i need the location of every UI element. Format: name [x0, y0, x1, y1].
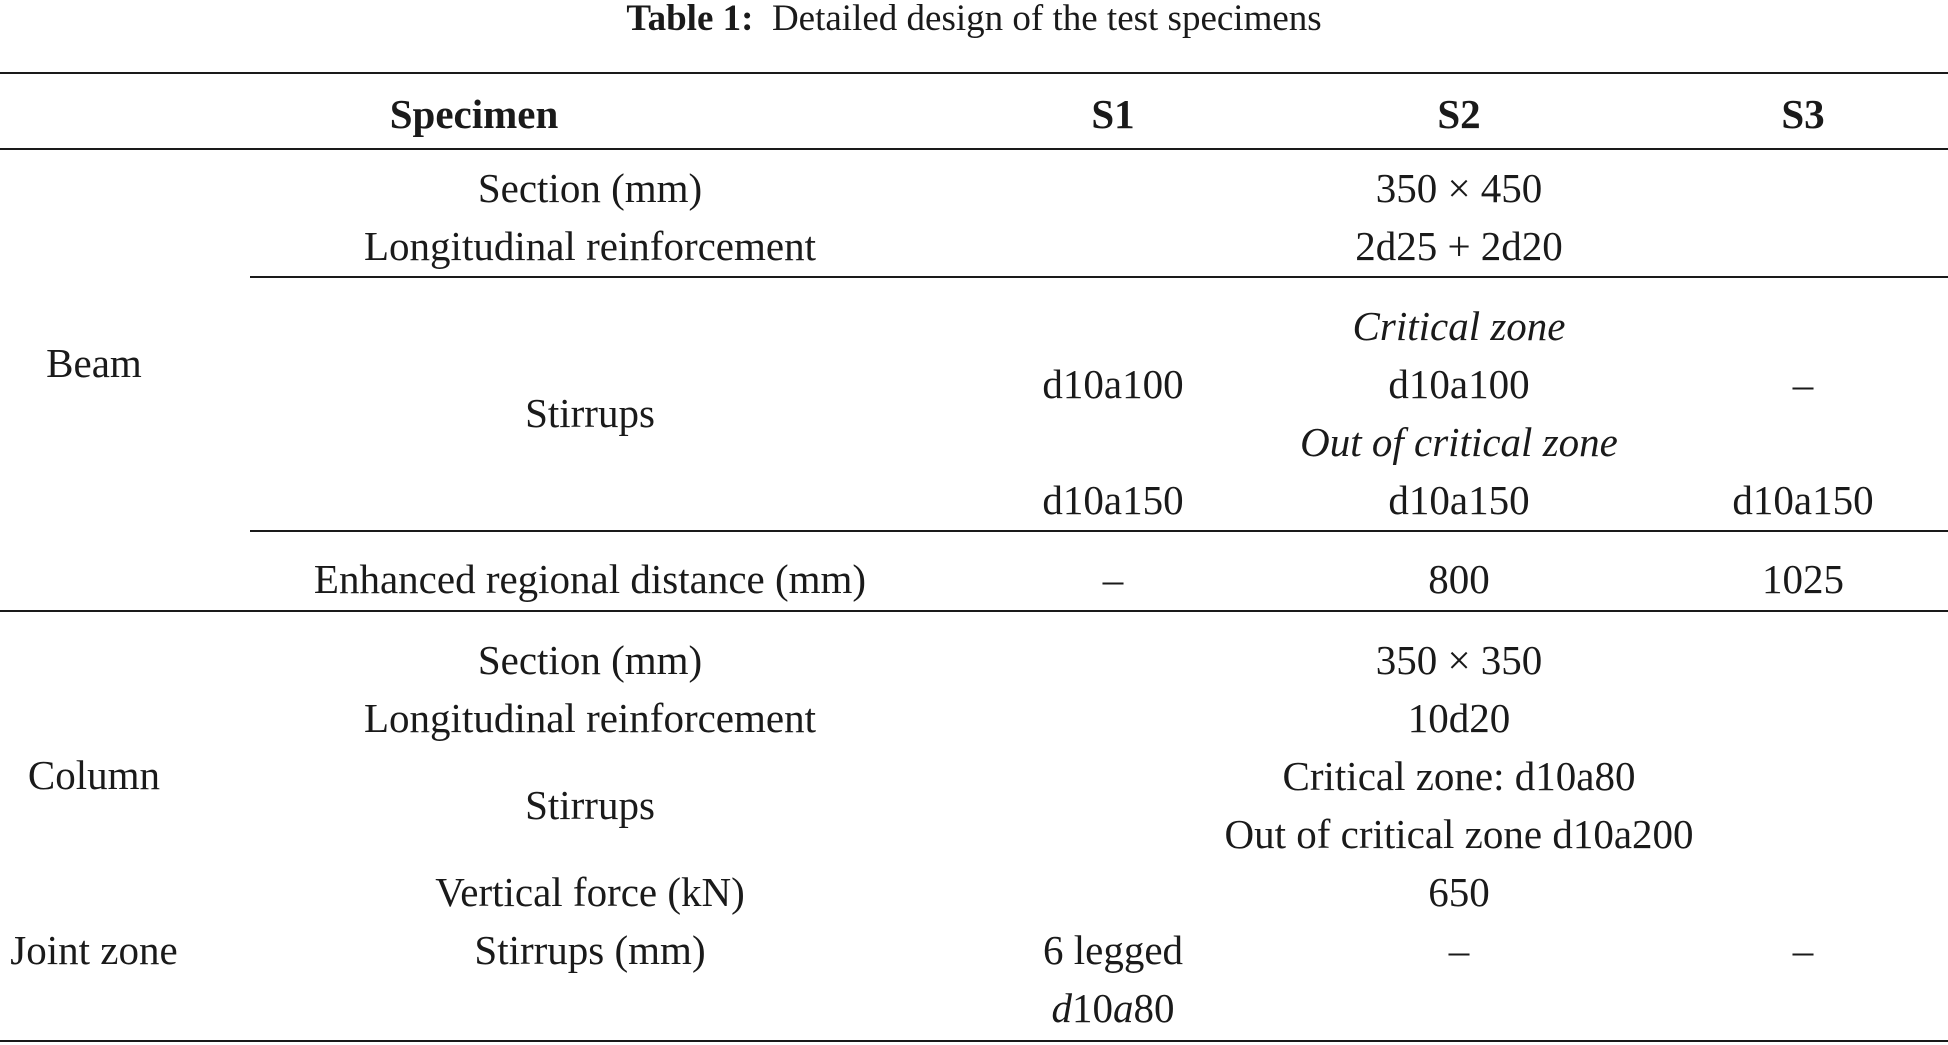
table-caption: [626, 0, 1321, 37]
column-stirrups-line2: Out of critical zone d10a200: [1224, 811, 1694, 857]
beam-enhanced-label: Enhanced regional distance (mm): [313, 556, 867, 602]
beam-stirrups-label: Stirrups: [525, 390, 655, 436]
column-stirrups-line1: Critical zone: d10a80: [1282, 753, 1636, 799]
beam-stirrups-critical-s2: d10a100: [1388, 361, 1530, 407]
bottom-rule: [0, 1040, 1948, 1042]
joint-stirrups-s1-d: d: [1051, 985, 1072, 1031]
beam-stirrups-out-heading: Out of critical zone: [1300, 419, 1618, 465]
beam-section-label: Section (mm): [477, 165, 703, 211]
joint-stirrups-s2: –: [1448, 927, 1470, 973]
column-stirrups-label: Stirrups: [525, 782, 655, 828]
beam-longitudinal-value: 2d25 + 2d20: [1355, 223, 1563, 269]
beam-column-rule: [0, 610, 1948, 612]
header-rule: [0, 148, 1948, 150]
beam-enhanced-s1: –: [1102, 556, 1124, 602]
column-section-value: 350 × 350: [1375, 637, 1543, 683]
joint-stirrups-s1-n1: 10: [1072, 985, 1113, 1031]
header-s3: S3: [1781, 91, 1825, 137]
beam-enhanced-s2: 800: [1428, 556, 1490, 602]
beam-stirrups-out-s2: d10a150: [1388, 477, 1530, 523]
column-longitudinal-value: 10d20: [1407, 695, 1511, 741]
beam-section-value: 350 × 450: [1375, 165, 1543, 211]
joint-stirrups-s1-line2: [1051, 985, 1175, 1031]
table-caption-text: Detailed design of the test specimens: [771, 0, 1322, 39]
column-vertical-force-value: 650: [1428, 869, 1490, 915]
top-rule: [0, 72, 1948, 74]
joint-stirrups-s1-a: a: [1113, 985, 1134, 1031]
column-longitudinal-label: Longitudinal reinforcement: [364, 695, 816, 741]
joint-stirrups-s3: –: [1792, 927, 1814, 973]
column-section-label: Section (mm): [477, 637, 703, 683]
joint-stirrups-s1-line1: 6 legged: [1042, 927, 1184, 973]
header-s1: S1: [1091, 91, 1135, 137]
beam-stirrups-critical-heading: Critical zone: [1352, 303, 1566, 349]
joint-stirrups-s1-n2: 80: [1133, 985, 1175, 1031]
beam-longitudinal-label: Longitudinal reinforcement: [364, 223, 816, 269]
table-caption-label: Table 1:: [626, 0, 754, 39]
joint-stirrups-label: Stirrups (mm): [474, 927, 706, 973]
beam-stirrups-critical-s3: –: [1792, 361, 1814, 407]
column-vertical-force-label: Vertical force (kN): [435, 869, 745, 915]
group-beam: Beam: [46, 340, 142, 386]
beam-stirrups-critical-s1: d10a100: [1042, 361, 1184, 407]
group-column: Column: [27, 752, 161, 798]
group-joint-zone: Joint zone: [10, 927, 178, 973]
header-s2: S2: [1437, 91, 1481, 137]
beam-mid-rule-1: [250, 276, 1948, 278]
beam-mid-rule-2: [250, 530, 1948, 532]
beam-stirrups-out-s1: d10a150: [1042, 477, 1184, 523]
beam-enhanced-s3: 1025: [1762, 556, 1844, 602]
header-specimen: Specimen: [389, 91, 559, 137]
beam-stirrups-out-s3: d10a150: [1732, 477, 1874, 523]
